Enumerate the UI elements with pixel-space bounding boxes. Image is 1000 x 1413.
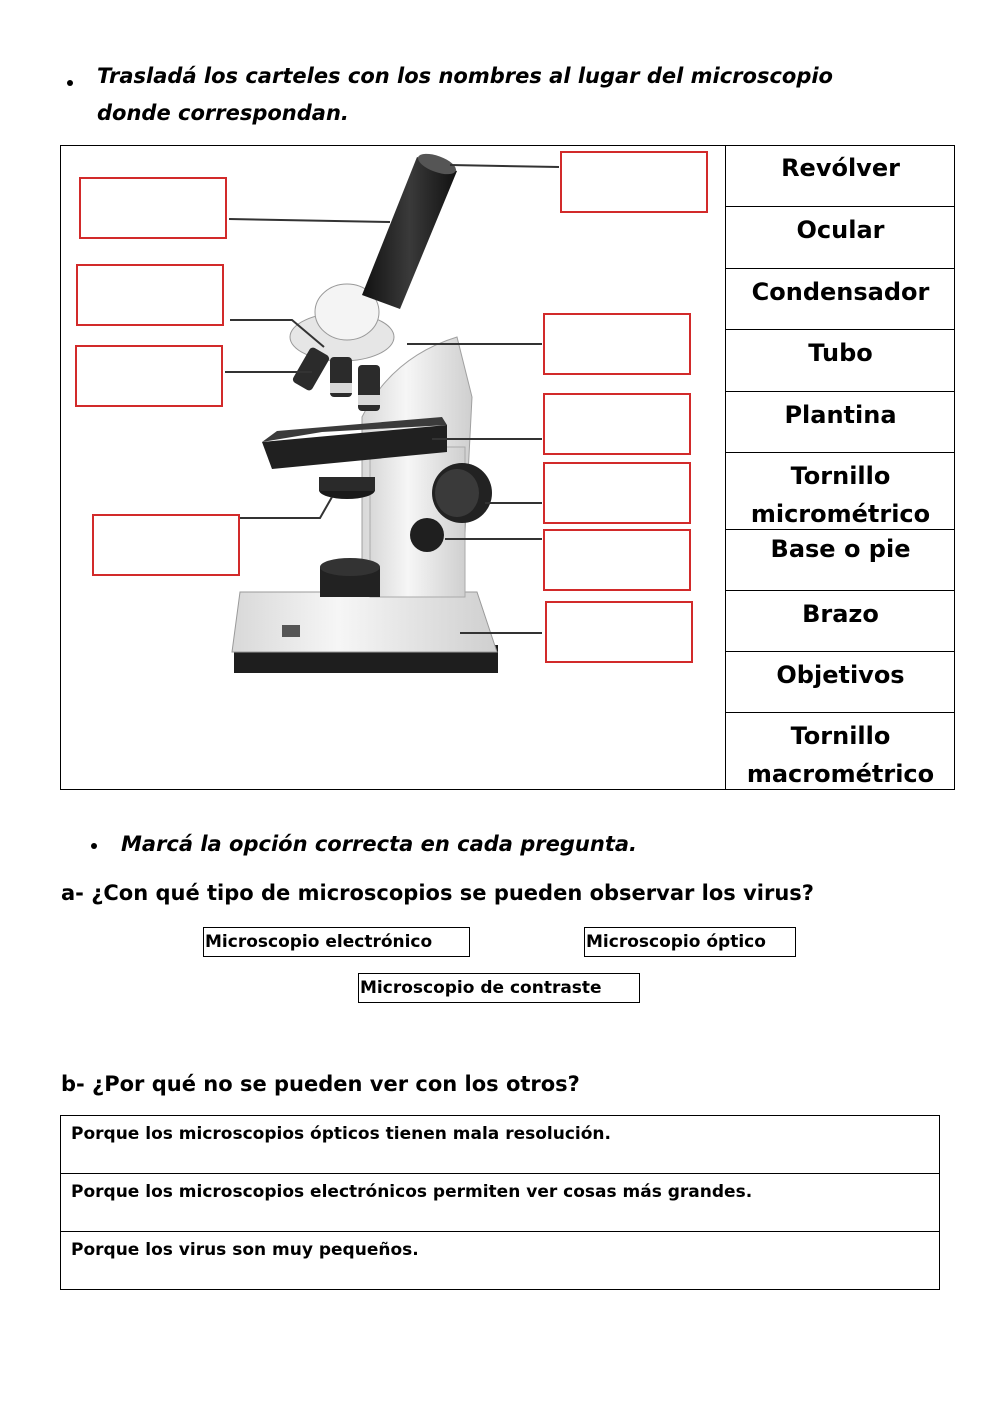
label-card-text: Condensador	[751, 278, 930, 306]
instruction-drag-line1: Trasladá los carteles con los nombres al lugar del microscopio	[97, 64, 833, 88]
label-card-text: Base o pie	[770, 535, 911, 563]
option-contrast-microscope[interactable]: Microscopio de contraste	[358, 973, 640, 1003]
label-card-line: macrométrico	[746, 760, 935, 788]
drop-target-6[interactable]	[543, 313, 691, 375]
label-card[interactable]	[726, 453, 955, 530]
label-card-line: Tornillo	[790, 462, 891, 490]
answer-list	[60, 1115, 940, 1290]
label-card[interactable]	[726, 207, 955, 269]
drop-target-9[interactable]	[543, 529, 691, 591]
label-card-line: micrométrico	[750, 500, 931, 528]
label-card[interactable]	[726, 530, 955, 591]
option-optical-microscope[interactable]: Microscopio óptico	[584, 927, 796, 957]
label-card-text: Plantina	[784, 401, 897, 429]
label-card[interactable]	[726, 713, 955, 789]
label-card-text: Objetivos	[776, 661, 905, 689]
drop-target-4[interactable]	[92, 514, 240, 576]
drop-target-7[interactable]	[543, 393, 691, 455]
drop-target-8[interactable]	[543, 462, 691, 524]
drop-target-2[interactable]	[76, 264, 224, 326]
label-card[interactable]	[726, 591, 955, 652]
label-bank	[725, 145, 955, 789]
label-card[interactable]	[726, 330, 955, 392]
drop-target-5[interactable]	[560, 151, 708, 213]
answer-option[interactable]: Porque los virus son muy pequeños.	[71, 1240, 419, 1260]
answer-option[interactable]: Porque los microscopios ópticos tienen mala resolución.	[61, 1116, 939, 1174]
label-card-text	[747, 717, 934, 793]
instruction-choose: Marcá la opción correcta en cada pregunta.	[121, 832, 638, 856]
label-card[interactable]	[726, 652, 955, 713]
question-a: a- ¿Con qué tipo de microscopios se pueden observar los virus?	[61, 881, 814, 905]
label-card-text: Brazo	[802, 600, 879, 628]
label-card[interactable]	[726, 392, 955, 453]
drop-target-10[interactable]	[545, 601, 693, 663]
label-card-text	[751, 457, 930, 533]
bullet-icon	[91, 843, 97, 849]
label-card[interactable]	[726, 269, 955, 330]
answer-option[interactable]: Porque los microscopios electrónicos permiten ver cosas más grandes.	[61, 1174, 939, 1232]
bullet-icon	[67, 80, 73, 86]
drop-target-3[interactable]	[75, 345, 223, 407]
label-card-text: Tubo	[808, 339, 873, 367]
question-b: b- ¿Por qué no se pueden ver con los otros?	[61, 1072, 580, 1096]
fine-knob	[410, 518, 444, 552]
label-card-text: Ocular	[796, 216, 885, 244]
label-card[interactable]	[726, 145, 955, 207]
instruction-drag	[97, 58, 833, 132]
option-electron-microscope[interactable]: Microscopio electrónico	[203, 927, 470, 957]
drop-target-1[interactable]	[79, 177, 227, 239]
label-card-text: Revólver	[781, 154, 900, 182]
instruction-drag-line2: donde correspondan.	[97, 101, 349, 125]
label-card-line: Tornillo	[790, 722, 891, 750]
microscope-base	[232, 592, 497, 652]
